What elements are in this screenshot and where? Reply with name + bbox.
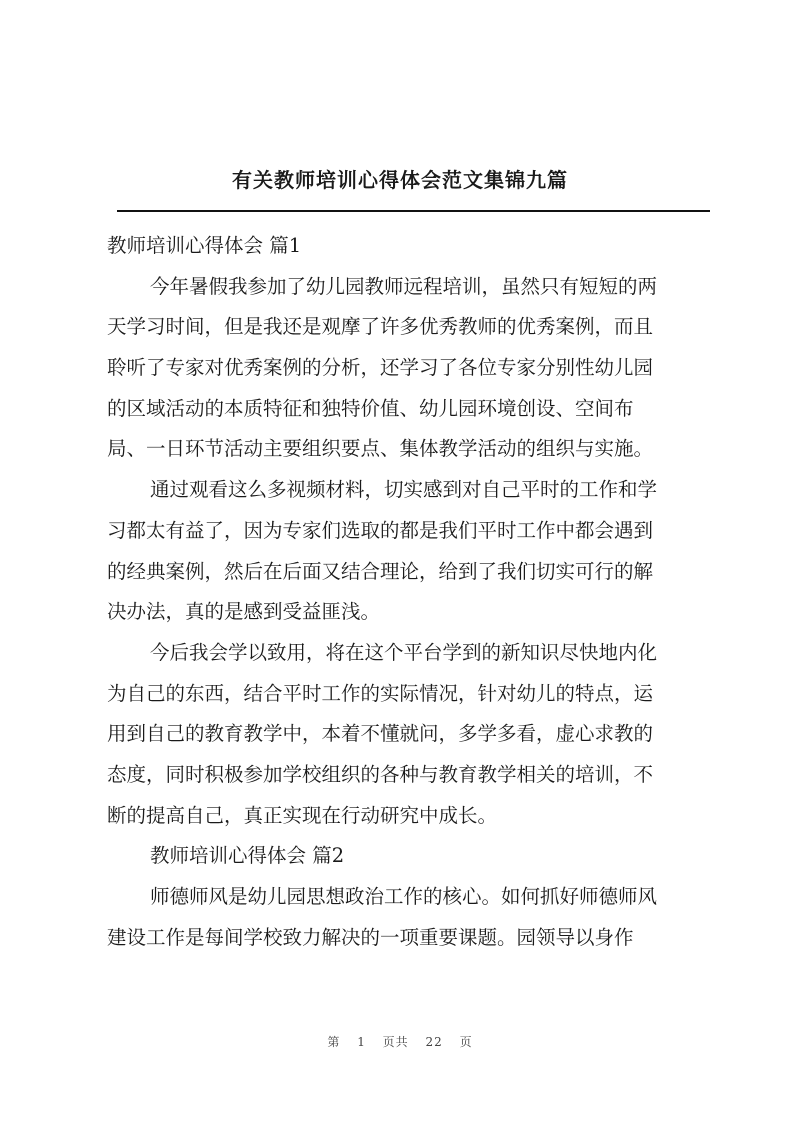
paragraph-line: 建设工作是每间学校致力解决的一项重要课题。园领导以身作: [107, 925, 634, 949]
paragraph-line: 局、一日环节活动主要组织要点、集体教学活动的组织与实施。: [107, 437, 654, 461]
document-body: [107, 226, 711, 958]
paragraph-line: 态度，同时积极参加学校组织的各种与教育教学相关的培训，不: [107, 762, 654, 786]
paragraph-line: 断的提高自己，真正实现在行动研究中成长。: [107, 803, 498, 827]
paragraph-line: 习都太有益了，因为专家们选取的都是我们平时工作中都会遇到: [107, 518, 654, 542]
paragraph-line: 用到自己的教育教学中，本着不懂就问，多学多看，虚心求教的: [107, 722, 654, 746]
paragraph-line: 决办法，真的是感到受益匪浅。: [107, 600, 381, 624]
footer-total-unit: 页: [459, 1035, 473, 1049]
footer-total-pages: 22: [425, 1035, 443, 1049]
paragraph-line: 通过观看这么多视频材料，切实感到对自己平时的工作和学: [150, 478, 658, 502]
paragraph-line: 今后我会学以致用，将在这个平台学到的新知识尽快地内化: [150, 640, 658, 664]
section-heading-1: 教师培训心得体会 篇1: [107, 234, 302, 257]
paragraph-line: 天学习时间，但是我还是观摩了许多优秀教师的优秀案例，而且: [107, 315, 654, 339]
paragraph-line: 聆听了专家对优秀案例的分析，还学习了各位专家分别性幼儿园: [107, 356, 654, 380]
paragraph-line: 师德师风是幼儿园思想政治工作的核心。如何抓好师德师风: [150, 885, 658, 908]
paragraph-line: 今年暑假我参加了幼儿园教师远程培训，虽然只有短短的两: [150, 274, 658, 298]
footer-page-unit: 页共: [382, 1035, 409, 1049]
section-heading-2: 教师培训心得体会 篇2: [150, 844, 345, 868]
paragraph-line: 的经典案例，然后在后面又结合理论，给到了我们切实可行的解: [107, 559, 654, 583]
footer-page-number: 1: [357, 1035, 366, 1049]
paragraph-line: 的区域活动的本质特征和独特价值、幼儿园环境创设、空间布: [107, 396, 634, 420]
paragraph-line: 为自己的东西，结合平时工作的实际情况，针对幼儿的特点，运: [107, 681, 654, 705]
page-title: 有关教师培训心得体会范文集锦九篇: [232, 168, 568, 192]
page-footer: [0, 1033, 800, 1050]
footer-page-label: 第: [327, 1035, 341, 1049]
title-divider: [117, 210, 710, 212]
